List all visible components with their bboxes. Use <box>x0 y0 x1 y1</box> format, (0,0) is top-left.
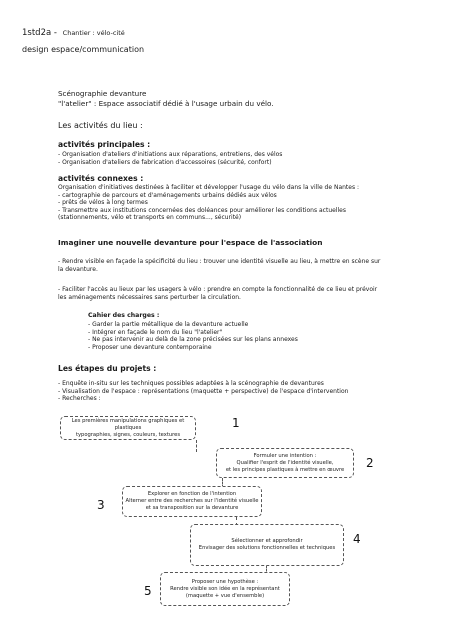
step-number-4: 4 <box>353 532 361 546</box>
step-text: Explorer en fonction de l'intention <box>147 491 237 497</box>
step-text: Envisager des solutions fonctionnelles et techniques <box>198 545 336 551</box>
step-number-5: 5 <box>144 584 152 598</box>
step-text: et sa transposition sur la devanture <box>145 505 239 511</box>
activities-heading: Les activités du lieu : <box>58 121 143 130</box>
list-item: - Visualisation de l'espace : représentations (maquette + perspective) de l'espace d'intervention <box>58 387 349 395</box>
step-text: Sélectionner et approfondir <box>231 538 303 544</box>
step-connector <box>196 440 197 452</box>
intro-description: "l'atelier" : Espace associatif dédié à l'usage urbain du vélo. <box>58 98 274 108</box>
etapes-list <box>58 380 348 403</box>
step-number-3: 3 <box>97 498 105 512</box>
step-text: et les principes plastiques à mettre en œuvre <box>225 466 345 473</box>
paragraph-line: la devanture. <box>58 265 98 273</box>
list-item: - Recherches : <box>58 395 101 403</box>
list-item: - Organisation d'ateliers d'initiations aux réparations, entretiens, des vélos <box>58 151 283 158</box>
step-box-2 <box>216 448 354 478</box>
cahier-list <box>88 321 298 351</box>
list-item: - Enquête in-situ sur les techniques possibles adaptées à la scénographie de devantures <box>58 380 324 387</box>
step-text: Proposer une hypothèse : <box>191 578 259 585</box>
document-subtitle: design espace/communication <box>22 45 145 54</box>
step-text: Les premières manipulations graphiques et plastiques <box>71 417 185 431</box>
list-item: - Garder la partie métallique de la devanture actuelle <box>88 321 249 328</box>
step-box-3 <box>122 486 262 517</box>
project-name: Chantier : vélo-cité <box>62 29 125 37</box>
connexe-activities-title: activités connexes : <box>58 174 144 183</box>
list-item: Organisation d'initiatives destinées à faciliter et développer l'usage du vélo dans la ville de Nantes : <box>58 184 360 191</box>
imaginer-heading: Imaginer une nouvelle devanture pour l'espace de l'association <box>58 238 323 247</box>
list-item: - Ne pas intervenir au delà de la zone précisées sur les plans annexes <box>88 336 298 344</box>
list-item: - cartographie de parcours et d'aménagements urbains dédiés aux vélos <box>58 191 277 199</box>
intro-block <box>58 89 274 108</box>
list-item: - Transmettre aux institutions concernées des doléances pour améliorer les conditions actuelles <box>58 206 346 214</box>
step-number-2: 2 <box>366 456 374 470</box>
paragraph-line: - Rendre visible en façade la spécificité du lieu : trouver une identité visuelle au lieu, à mettre en scène sur <box>58 258 381 265</box>
step-text: (maquette + vue d'ensemble) <box>185 592 265 599</box>
imaginer-paragraph-1 <box>58 258 380 273</box>
list-item: - Organisation d'ateliers de fabrication d'accessoires (sécurité, confort) <box>58 158 272 166</box>
intro-title: Scénographie devanture <box>58 89 147 98</box>
list-item: - prêts de vélos à long termes <box>58 199 148 207</box>
list-item: (stationnements, vélo et transports en communs..., sécurité) <box>58 214 242 222</box>
step-number-1: 1 <box>232 416 240 430</box>
step-box-4 <box>190 524 344 566</box>
class-code: 1std2a - <box>22 28 57 38</box>
main-activities-list <box>58 151 282 166</box>
list-item: - Intégrer en façade le nom du lieu "l'atelier" <box>88 328 223 336</box>
step-text: Alterner entre des recherches sur l'identité visuelle <box>125 498 259 504</box>
cahier-title: Cahier des charges : <box>88 312 160 319</box>
step-text: typographies, signes, couleurs, textures <box>75 431 181 438</box>
document-header <box>22 28 125 38</box>
etapes-heading: Les étapes du projets : <box>58 364 157 373</box>
step-text: Rendre visible son idée en la représentant <box>170 585 280 592</box>
paragraph-line: les aménagements nécessaires sans perturber la circulation. <box>58 293 241 301</box>
main-activities-title: activités principales : <box>58 140 151 149</box>
list-item: - Proposer une devanture contemporaine <box>88 343 212 351</box>
connexe-activities-list <box>58 184 359 222</box>
step-text: Qualifier l'esprit de l'identité visuelle, <box>236 459 334 466</box>
paragraph-line: - Faciliter l'accès au lieux par les usagers à vélo : prendre en compte la fonctionnalité de ce lieu et prévoir <box>58 286 378 293</box>
step-text: Formuler une intention : <box>253 452 317 459</box>
imaginer-paragraph-2 <box>58 286 377 301</box>
step-box-1 <box>60 416 196 440</box>
step-box-5 <box>160 572 290 606</box>
